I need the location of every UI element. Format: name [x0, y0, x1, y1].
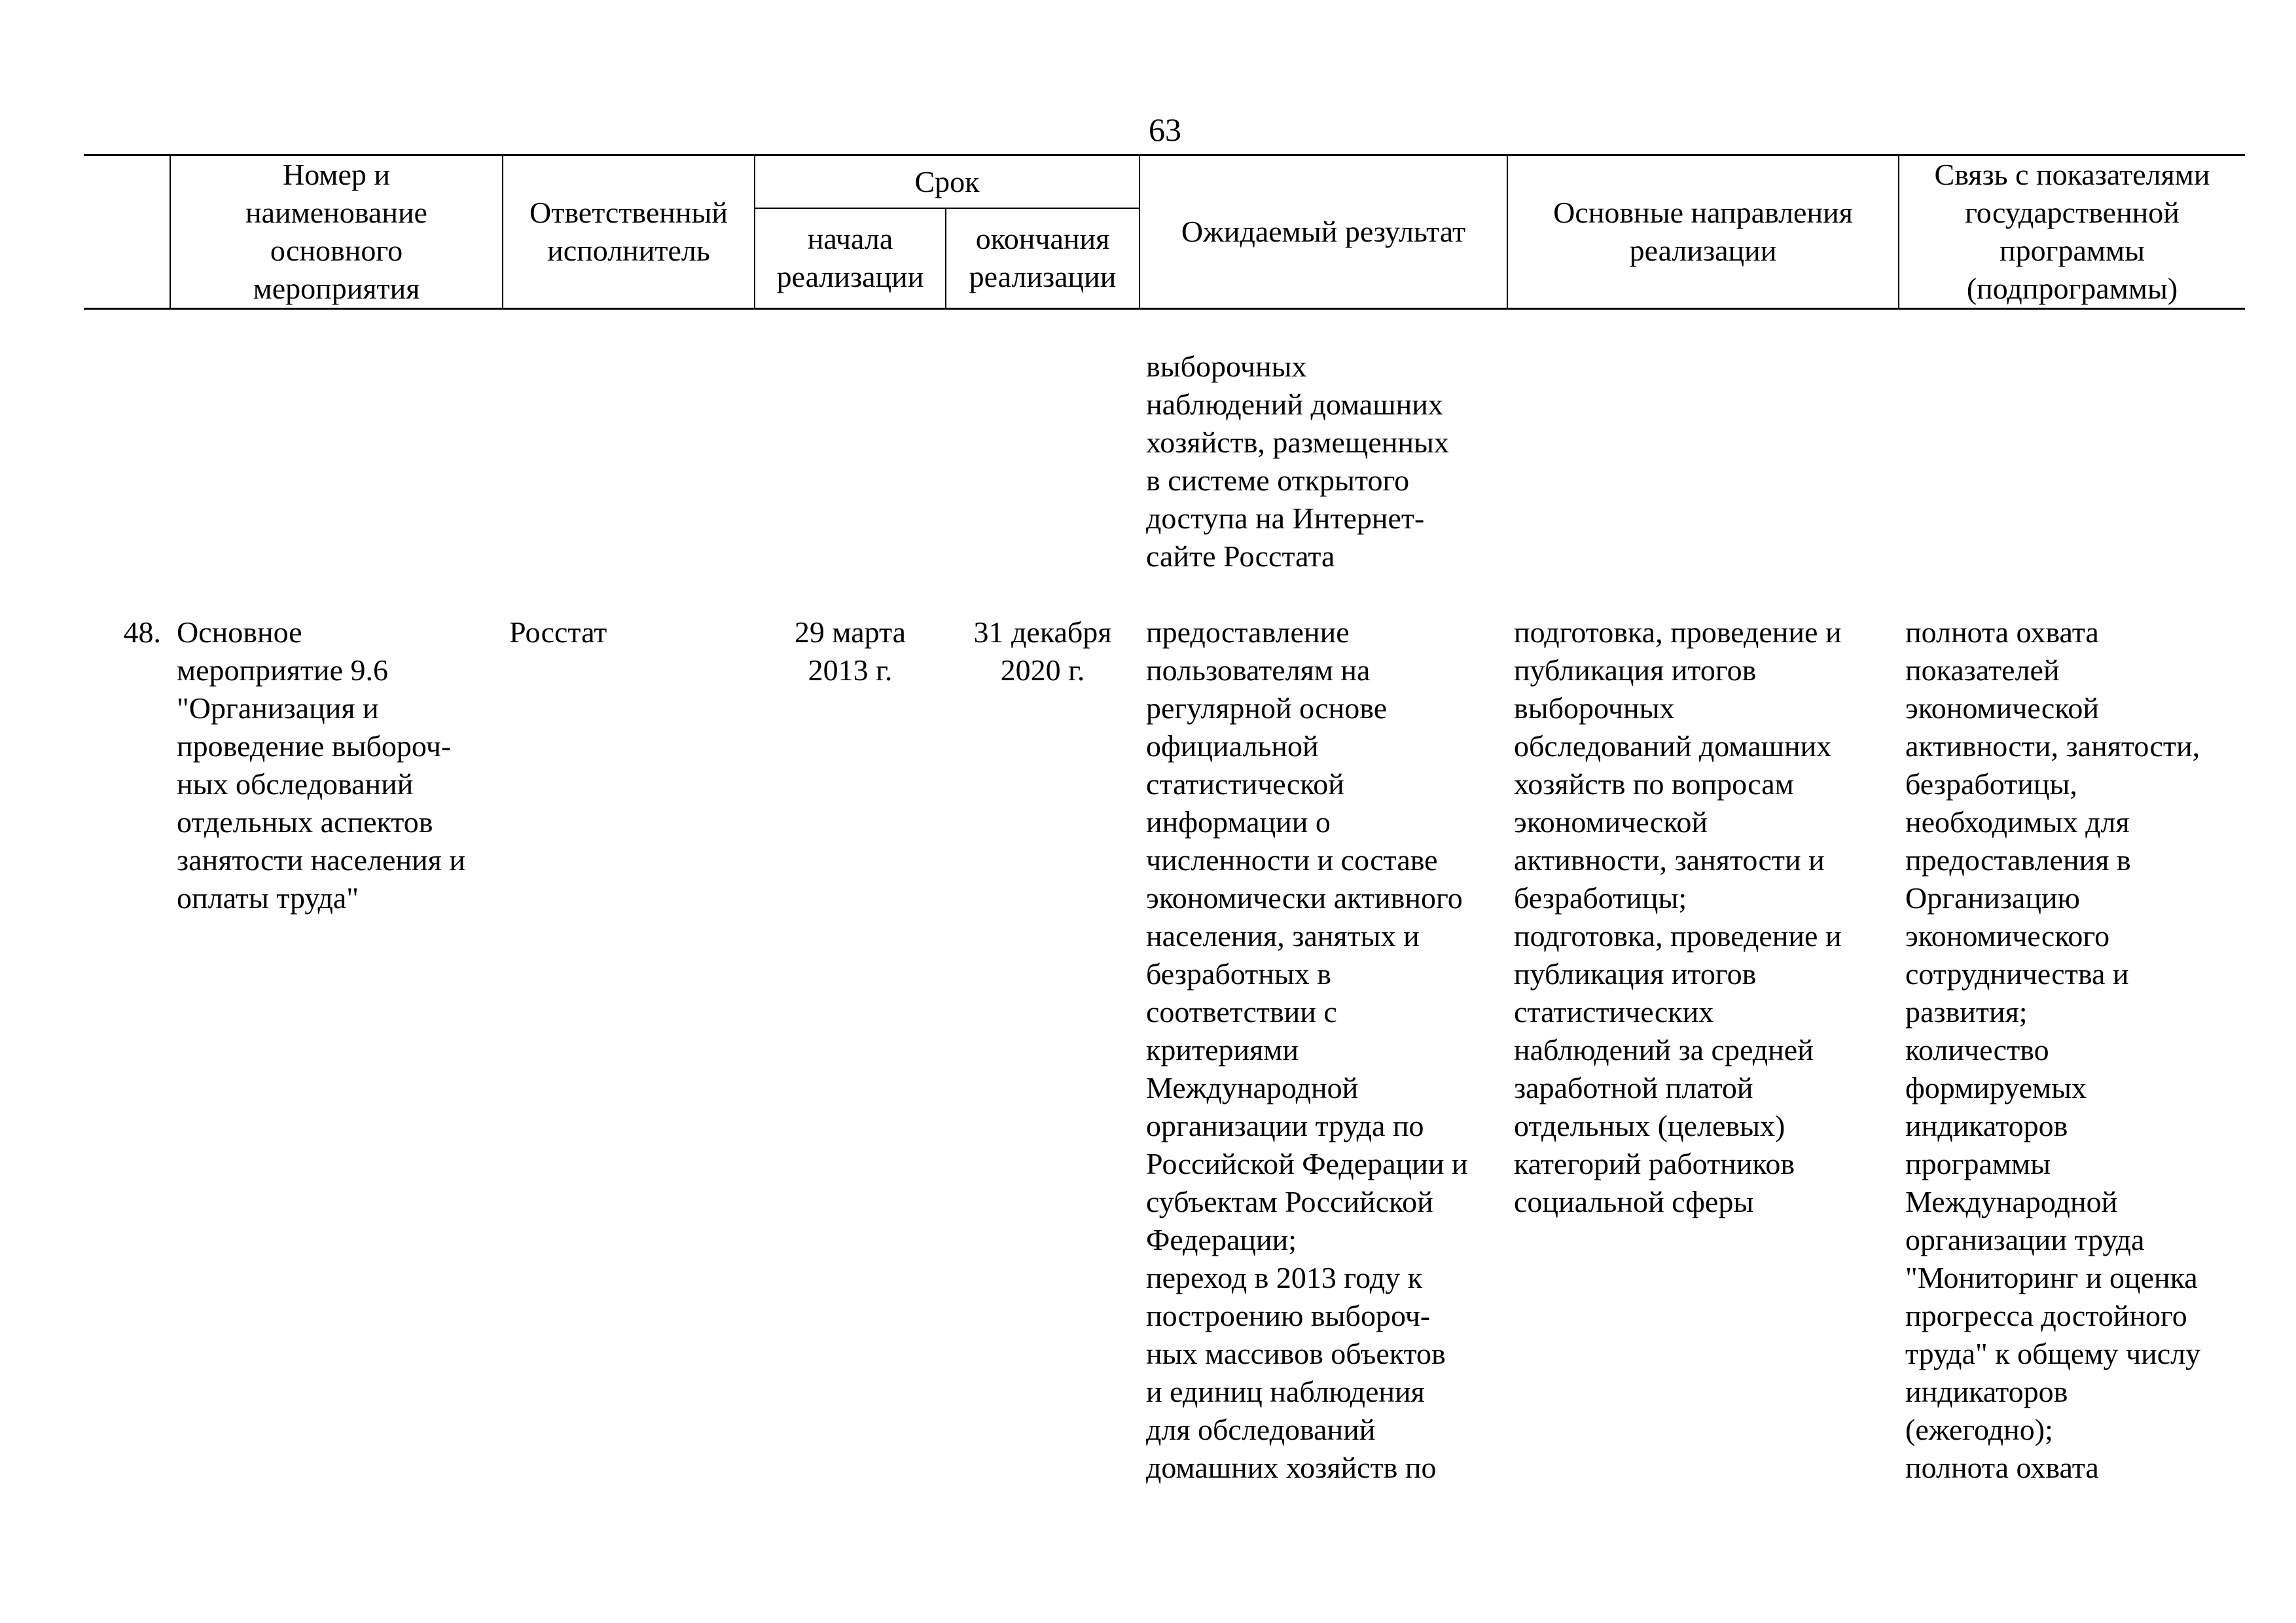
measures-table	[84, 154, 2245, 1487]
row-executor	[503, 309, 755, 614]
row-start: 29 марта 2013 г.	[794, 615, 906, 687]
row-number	[84, 309, 170, 614]
header-term: Срок	[755, 155, 1139, 208]
page-number: 63	[1149, 111, 1181, 148]
row-end: 31 декабря 2020 г.	[973, 615, 1112, 687]
row-name: Основное мероприятие 9.6 "Организация и проведение выбороч- ных обследований отдельных аспектов занятости населения и оплаты труда"	[177, 615, 465, 915]
header-number-cell	[84, 155, 170, 309]
row-directions	[1507, 309, 1899, 614]
row-name	[170, 309, 503, 614]
row-result: выборочных наблюдений домашних хозяйств, размещенных в системе открытого доступа на Интернет- сайте Росстата	[1146, 350, 1449, 573]
row-directions: подготовка, проведение и публикация итогов выборочных обследований домашних хозяйств по вопросам экономической активности, занятости и безработицы; подготовка, проведение и публикация итогов статистических наблюдений за средней заработной платой отдельных (целевых) категорий работников социальной сферы	[1514, 615, 1842, 1218]
row-link: полнота охвата показателей экономической активности, занятости, безработицы, необходимых для предоставления в Организацию экономического сотрудничества и развития; количество формируемых индикаторов программы Международной организации труда "Мониторинг и оценка прогресса достойного труда" к общему числу индикаторов (ежегодно); полнота охвата	[1905, 615, 2201, 1484]
row-link	[1899, 309, 2245, 614]
row-number: 48.	[123, 615, 161, 649]
header-result: Ожидаемый результат	[1139, 155, 1507, 309]
row-end	[946, 309, 1139, 614]
header-end: окончания реализации	[946, 208, 1139, 309]
table-row	[84, 613, 2245, 1487]
header-executor: Ответственный исполнитель	[503, 155, 755, 309]
row-executor: Росстат	[509, 615, 607, 649]
table-row	[84, 309, 2245, 614]
header-link: Связь с показателями государственной программы (подпрограммы)	[1899, 155, 2245, 309]
header-name: Номер и наименование основного мероприятия	[170, 155, 503, 309]
row-result: предоставление пользователям на регулярной основе официальной статистической информации о численности и составе экономически активного населения, занятых и безработных в соответствии с критериями Международной организации труда по Российской Федерации и субъектам Российской Федерации; переход в 2013 году к построению выбороч- ных массивов объектов и единиц наблюдения для обследований домашних хозяйств по	[1146, 615, 1468, 1484]
table-header	[84, 155, 2245, 309]
header-directions: Основные направления реализации	[1507, 155, 1899, 309]
row-start	[755, 309, 946, 614]
header-start: начала реализации	[755, 208, 946, 309]
